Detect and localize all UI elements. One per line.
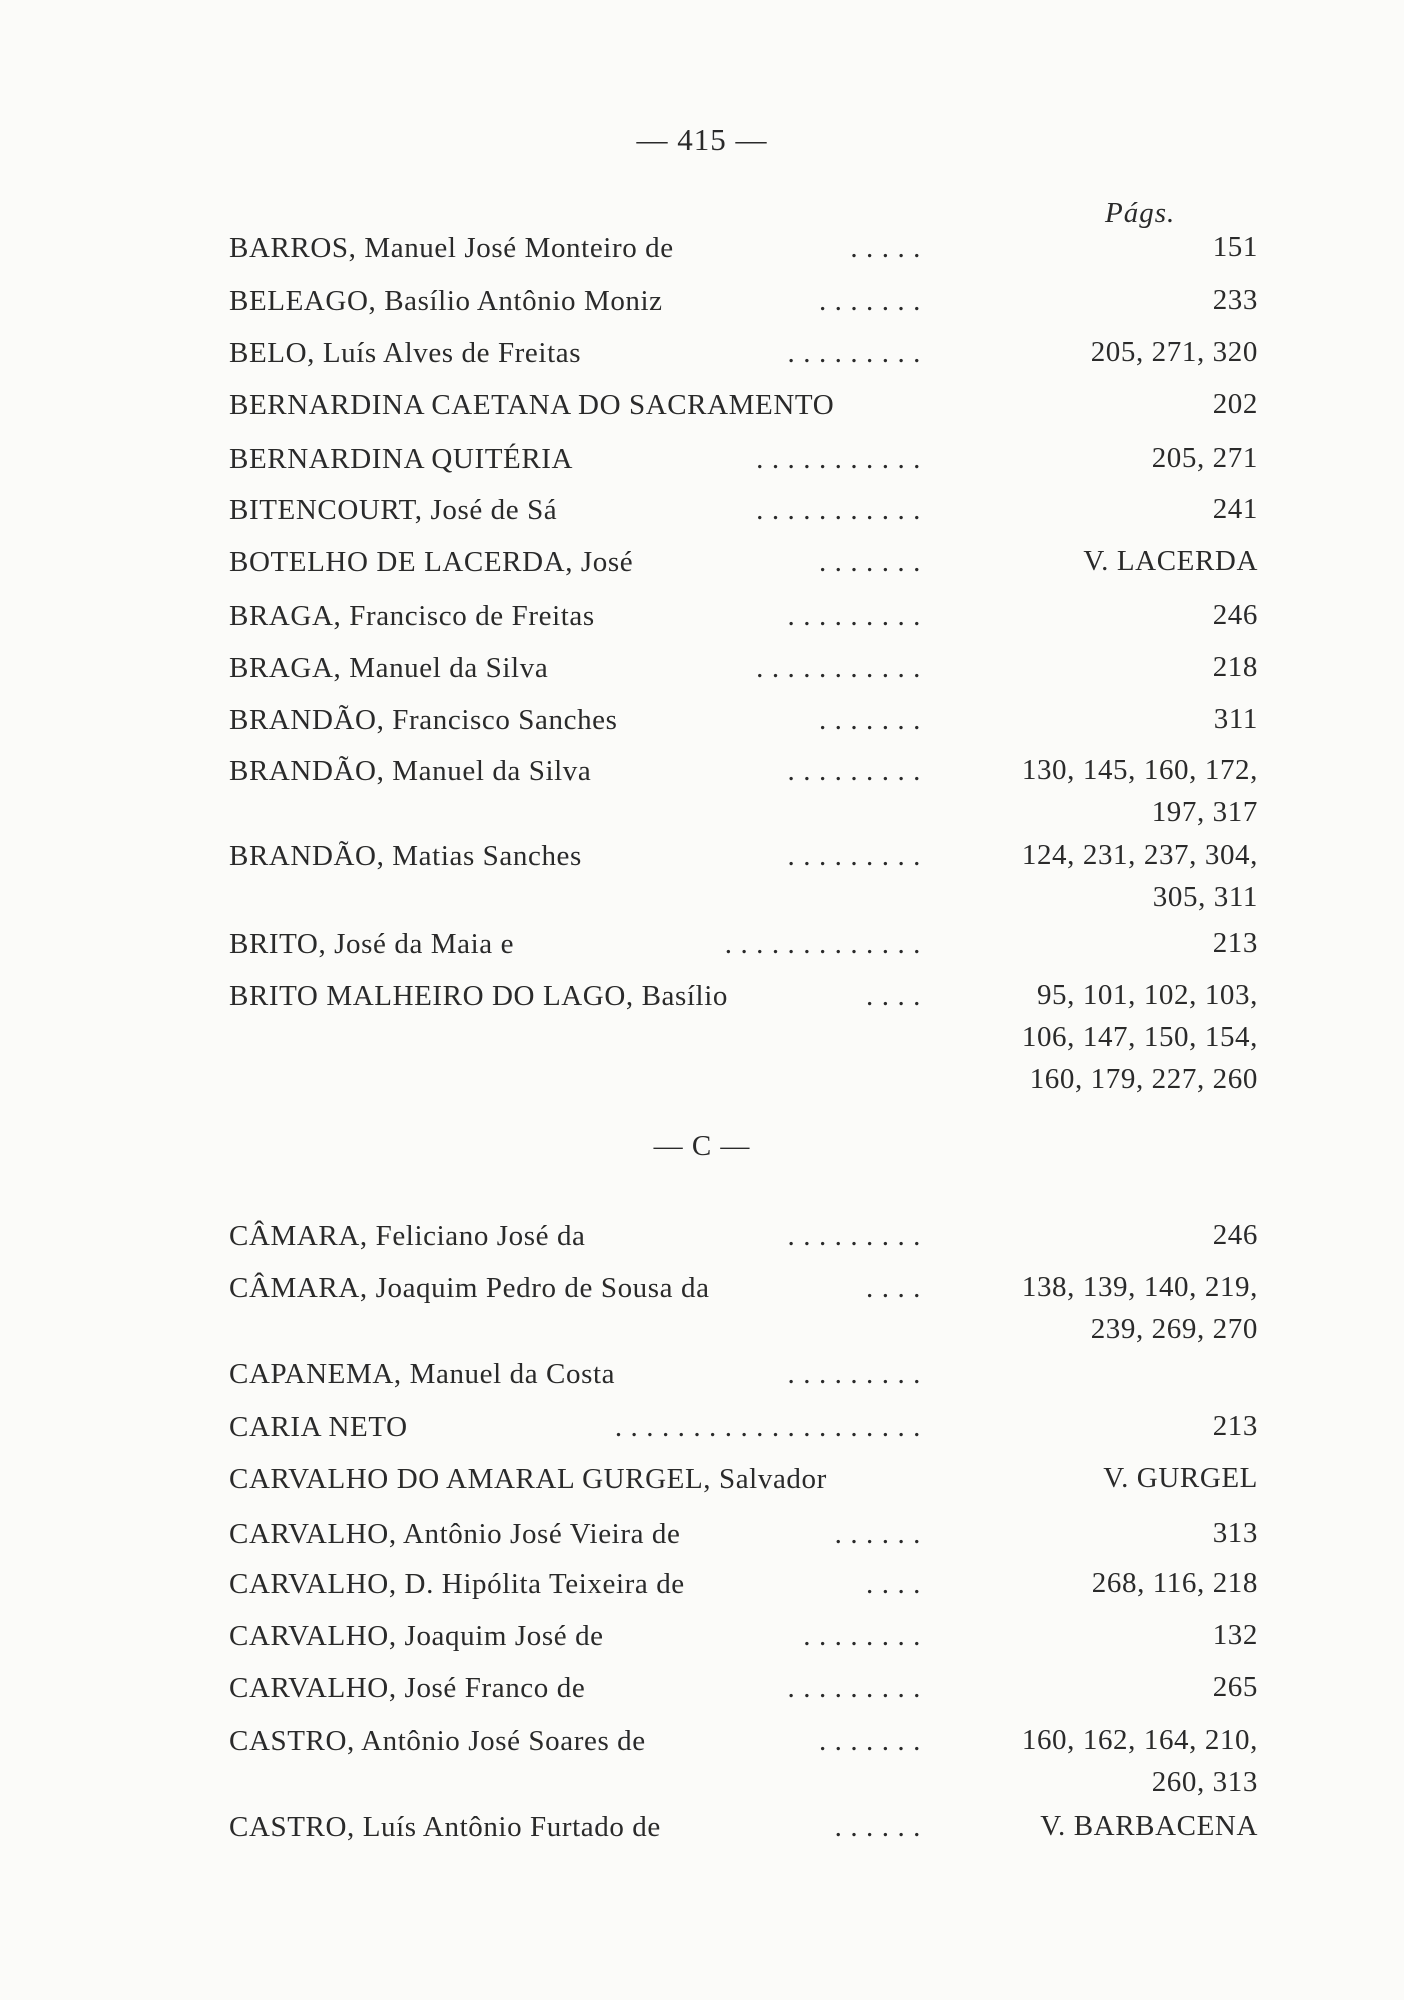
entry-pages xyxy=(1214,698,1258,740)
entry-pages xyxy=(1213,1405,1258,1447)
entry-name-text: CARVALHO, D. Hipólita Teixeira de xyxy=(229,1568,685,1600)
dot-leader: . . . . . . . . . xyxy=(782,755,921,788)
page-refs-line: 151 xyxy=(1212,231,1258,263)
dot-leader: . . . . . . . xyxy=(813,1725,921,1758)
entry-name-text: CARVALHO DO AMARAL GURGEL, Salvador xyxy=(229,1463,827,1495)
entry-pages xyxy=(1040,1805,1258,1847)
entry-pages xyxy=(1022,1266,1258,1350)
dot-leader: . . . . . . xyxy=(829,1811,921,1844)
entry-name-text: BERNARDINA CAETANA DO SACRAMENTO xyxy=(229,389,835,421)
entry-name xyxy=(229,1220,921,1253)
entry-name xyxy=(229,1411,921,1444)
entry-name xyxy=(229,755,921,788)
page-refs-line: V. GURGEL xyxy=(1103,1462,1258,1494)
entry-pages xyxy=(1091,331,1258,373)
dot-leader: . . . . xyxy=(860,1272,921,1305)
dot-leader: . . . . . . . . xyxy=(797,1620,921,1653)
page-refs-line: 311 xyxy=(1213,703,1258,735)
dot-leader: . . . . . . . . . . . . . . . . . . . . xyxy=(609,1411,921,1444)
page-refs-line: 233 xyxy=(1212,284,1258,316)
page-refs-line: 265 xyxy=(1212,1671,1258,1703)
entry-name xyxy=(229,704,921,737)
entry-pages xyxy=(1103,1457,1258,1499)
dot-leader: . . . . . . . . . . . xyxy=(750,494,921,527)
page-refs-line: 130, 145, 160, 172, xyxy=(1021,754,1258,786)
page-refs-line: 218 xyxy=(1212,651,1258,683)
entry-pages xyxy=(1022,1719,1258,1803)
entry-name-text: BOTELHO DE LACERDA, José xyxy=(229,546,634,578)
dot-leader: . . . . . . . . . . . xyxy=(750,652,921,685)
entry-name-text: BRANDÃO, Francisco Sanches xyxy=(229,704,618,736)
page-refs-line: 246 xyxy=(1212,599,1258,631)
entry-name xyxy=(229,840,921,873)
page-refs-line: 95, 101, 102, 103, xyxy=(1036,979,1258,1011)
page-refs-line: 106, 147, 150, 154, xyxy=(1021,1021,1258,1053)
dot-leader: . . . . . . . . . xyxy=(782,600,921,633)
entry-name xyxy=(229,1725,921,1758)
page-refs-line: 313 xyxy=(1212,1517,1258,1549)
entry-name-text: BELEAGO, Basílio Antônio Moniz xyxy=(229,285,663,317)
dot-leader: . . . . xyxy=(860,980,921,1013)
entry-name xyxy=(229,546,921,579)
page-refs-line: 239, 269, 270 xyxy=(1090,1313,1258,1345)
entry-name-text: BARROS, Manuel José Monteiro de xyxy=(229,232,674,264)
dot-leader: . . . . . . . . . xyxy=(782,1672,921,1705)
page-refs-line: 138, 139, 140, 219, xyxy=(1021,1271,1258,1303)
entry-name xyxy=(229,980,921,1013)
entry-name xyxy=(229,1620,921,1653)
entry-name-text: CARVALHO, Joaquim José de xyxy=(229,1620,604,1652)
dot-leader: . . . . . . xyxy=(829,1518,921,1551)
entry-name xyxy=(229,1272,921,1305)
entry-pages xyxy=(1092,1562,1258,1604)
entry-name-text: CARIA NETO xyxy=(229,1411,408,1443)
pages-column-label: Págs. xyxy=(1105,197,1176,229)
dot-leader: . . . . . xyxy=(844,232,921,265)
page-refs-line: V. BARBACENA xyxy=(1040,1810,1258,1842)
entry-name-text: CARVALHO, José Franco de xyxy=(229,1672,586,1704)
entry-name-text: CAPANEMA, Manuel da Costa xyxy=(229,1358,616,1390)
entry-pages xyxy=(1152,437,1258,479)
entry-name-text: BRANDÃO, Matias Sanches xyxy=(229,840,582,872)
entry-pages xyxy=(1213,383,1258,425)
entry-name-text: CASTRO, Antônio José Soares de xyxy=(229,1725,646,1757)
dot-leader: . . . . . . . xyxy=(813,546,921,579)
dot-leader: . . . . . . . xyxy=(813,704,921,737)
dot-leader: . . . . . . . . . . . . . xyxy=(719,928,921,961)
dot-leader: . . . . . . . . . xyxy=(782,1358,921,1391)
page-refs-line: 202 xyxy=(1212,388,1258,420)
page-refs-line: V. LACERDA xyxy=(1083,545,1258,577)
entry-name xyxy=(229,1672,921,1705)
page-refs-line: 213 xyxy=(1212,927,1258,959)
entry-name xyxy=(229,1518,921,1551)
entry-pages xyxy=(1213,1666,1258,1708)
entry-name xyxy=(229,389,921,422)
entry-name-text: CÂMARA, Joaquim Pedro de Sousa da xyxy=(229,1272,710,1304)
dot-leader: . . . . . . . xyxy=(813,285,921,318)
entry-pages xyxy=(1213,922,1258,964)
dot-leader: . . . . . . . . . xyxy=(782,1220,921,1253)
entry-name xyxy=(229,1568,921,1601)
entry-pages xyxy=(1213,488,1258,530)
entry-name xyxy=(229,1811,921,1844)
page-refs-line: 305, 311 xyxy=(1152,881,1258,913)
entry-name-text: CARVALHO, Antônio José Vieira de xyxy=(229,1518,681,1550)
page-refs-line: 260, 313 xyxy=(1151,1766,1258,1798)
page-refs-line: 205, 271 xyxy=(1151,442,1258,474)
entry-name-text: BELO, Luís Alves de Freitas xyxy=(229,337,582,369)
entry-name-text: BRANDÃO, Manuel da Silva xyxy=(229,755,592,787)
page-refs-line: 246 xyxy=(1212,1219,1258,1251)
dot-leader: . . . . . . . . . xyxy=(782,840,921,873)
entry-name xyxy=(229,652,921,685)
entry-name-text: BRAGA, Manuel da Silva xyxy=(229,652,549,684)
entry-name-text: BRITO, José da Maia e xyxy=(229,928,515,960)
entry-name xyxy=(229,928,921,961)
dot-leader: . . . . . . . . . . . xyxy=(750,443,921,476)
page-refs-line: 160, 179, 227, 260 xyxy=(1029,1063,1258,1095)
section-letter-c: — C — xyxy=(653,1130,751,1162)
entry-pages xyxy=(1213,226,1258,268)
entry-pages xyxy=(1213,594,1258,636)
page-refs-line: 197, 317 xyxy=(1151,796,1258,828)
entry-pages xyxy=(1213,1614,1258,1656)
entry-name xyxy=(229,494,921,527)
entry-pages xyxy=(1022,834,1258,918)
entry-pages xyxy=(1213,1214,1258,1256)
entry-pages xyxy=(1213,279,1258,321)
entry-name-text: BRAGA, Francisco de Freitas xyxy=(229,600,595,632)
entry-name-text: CÂMARA, Feliciano José da xyxy=(229,1220,586,1252)
dot-leader: . . . . . . . . . xyxy=(782,337,921,370)
entry-name xyxy=(229,443,921,476)
entry-name-text: CASTRO, Luís Antônio Furtado de xyxy=(229,1811,661,1843)
entry-pages xyxy=(1022,974,1258,1100)
entry-name xyxy=(229,232,921,265)
entry-name xyxy=(229,285,921,318)
page-refs-line: 124, 231, 237, 304, xyxy=(1021,839,1258,871)
entry-name xyxy=(229,337,921,370)
entry-pages xyxy=(1213,1512,1258,1554)
dot-leader: . . . . xyxy=(860,1568,921,1601)
entry-name-text: BERNARDINA QUITÉRIA xyxy=(229,443,574,475)
page-refs-line: 213 xyxy=(1212,1410,1258,1442)
entry-pages xyxy=(1083,540,1258,582)
page-refs-line: 132 xyxy=(1212,1619,1258,1651)
entry-pages xyxy=(1022,749,1258,833)
entry-name-text: BITENCOURT, José de Sá xyxy=(229,494,558,526)
page-refs-line: 268, 116, 218 xyxy=(1091,1567,1258,1599)
page-refs-line: 205, 271, 320 xyxy=(1090,336,1258,368)
page-refs-line: 241 xyxy=(1212,493,1258,525)
entry-name xyxy=(229,1358,921,1391)
entry-name xyxy=(229,600,921,633)
entry-name-text: BRITO MALHEIRO DO LAGO, Basílio xyxy=(229,980,728,1012)
page-number: — 415 — xyxy=(636,122,768,157)
entry-name xyxy=(229,1463,921,1496)
page-refs-line: 160, 162, 164, 210, xyxy=(1021,1724,1258,1756)
entry-pages xyxy=(1213,646,1258,688)
